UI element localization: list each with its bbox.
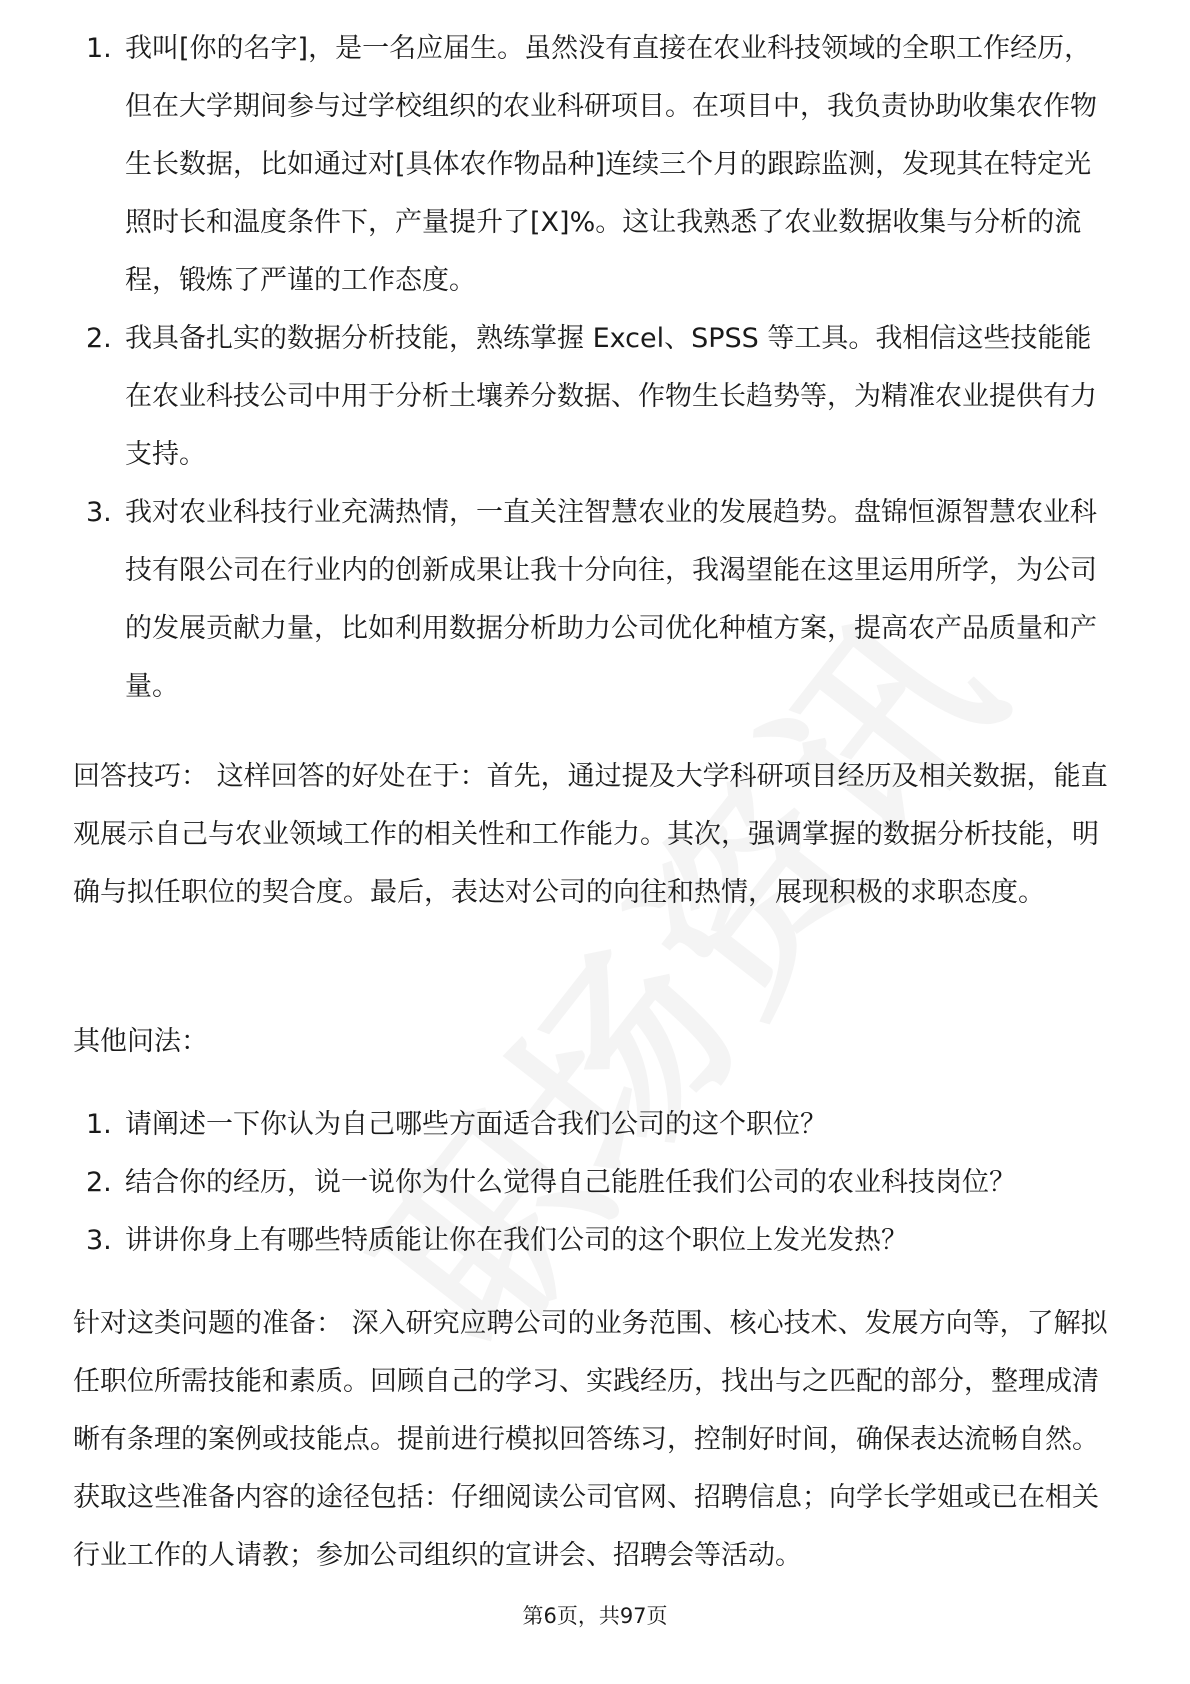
list-item bbox=[73, 1154, 1118, 1212]
list-item bbox=[73, 310, 1118, 484]
list-item-text: 我叫[你的名字]，是一名应届生。虽然没有直接在农业科技领域的全职工作经历，但在大学期间参与过学校组织的农业科研项目。在项目中，我负责协助收集农作物生长数据，比如通过对[具体农作物品种]连续三个月的跟踪监测，发现其在特定光照时长和温度条件下，产量提升了[X]%。这让我熟悉了农业数据收集与分析的流程，锻炼了严谨的工作态度。 bbox=[125, 33, 1097, 296]
list-number: 1. bbox=[86, 1109, 112, 1140]
list-item-text: 讲讲你身上有哪些特质能让你在我们公司的这个职位上发光发热？ bbox=[125, 1225, 908, 1256]
answer-list bbox=[73, 20, 1118, 716]
list-number: 2. bbox=[86, 323, 112, 354]
list-item bbox=[73, 484, 1118, 716]
list-item bbox=[73, 20, 1118, 310]
list-number: 3. bbox=[86, 497, 112, 528]
list-item-text: 请阐述一下你认为自己哪些方面适合我们公司的这个职位？ bbox=[125, 1109, 827, 1140]
preparation-paragraph: 针对这类问题的准备： 深入研究应聘公司的业务范围、核心技术、发展方向等，了解拟任职位所需技能和素质。回顾自己的学习、实践经历，找出与之匹配的部分，整理成清晰有条理的案例或技能点。提前进行模拟回答练习，控制好时间，确保表达流畅自然。获取这些准备内容的途径包括：仔细阅读公司官网、招聘信息；向学长学姐或已在相关行业工作的人请教；参加公司组织的宣讲会、招聘会等活动。 bbox=[73, 1308, 1108, 1571]
other-questions-heading: 其他问法： bbox=[73, 1026, 208, 1057]
list-item bbox=[73, 1212, 1118, 1270]
list-number: 3. bbox=[86, 1225, 112, 1256]
list-number: 1. bbox=[86, 33, 112, 64]
list-item bbox=[73, 1096, 1118, 1154]
answer-tips-paragraph: 回答技巧： 这样回答的好处在于：首先，通过提及大学科研项目经历及相关数据，能直观展示自己与农业领域工作的相关性和工作能力。其次，强调掌握的数据分析技能，明确与拟任职位的契合度。最后，表达对公司的向往和热情，展现积极的求职态度。 bbox=[73, 761, 1108, 908]
list-item-text: 结合你的经历，说一说你为什么觉得自己能胜任我们公司的农业科技岗位？ bbox=[125, 1167, 1016, 1198]
list-item-text: 我对农业科技行业充满热情，一直关注智慧农业的发展趋势。盘锦恒源智慧农业科技有限公司在行业内的创新成果让我十分向往，我渴望能在这里运用所学，为公司的发展贡献力量，比如利用数据分析助力公司优化种植方案，提高农产品质量和产量。 bbox=[125, 497, 1097, 702]
list-item-text: 我具备扎实的数据分析技能，熟练掌握 Excel、SPSS 等工具。我相信这些技能能在农业科技公司中用于分析土壤养分数据、作物生长趋势等，为精准农业提供有力支持。 bbox=[125, 323, 1097, 470]
other-questions-list bbox=[73, 1096, 1118, 1270]
page-footer: 第6页，共97页 bbox=[522, 1604, 668, 1628]
list-number: 2. bbox=[86, 1167, 112, 1198]
